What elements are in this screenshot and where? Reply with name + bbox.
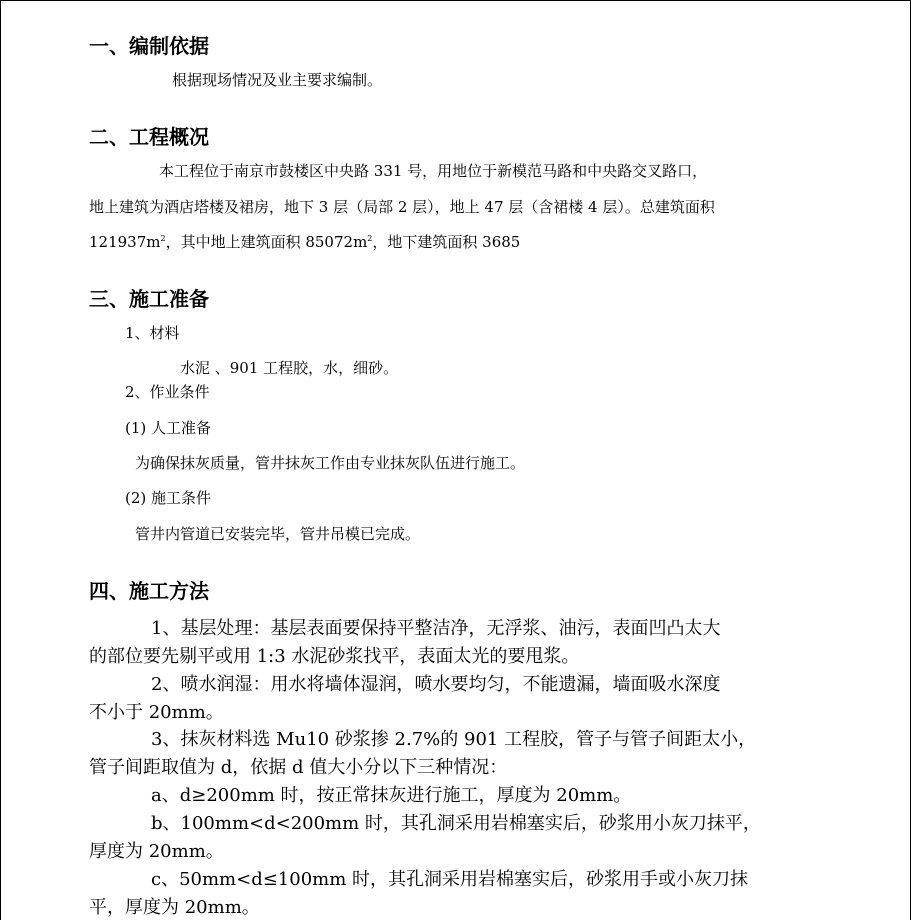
section-2-line-2: 地上建筑为酒店塔楼及裙房，地下 3 层（局部 2 层），地上 47 层（含裙楼 4 层）。总建筑面积 <box>89 198 715 216</box>
method-line-10: c、50mm<d≤100mm 时，其孔洞采用岩棉塞实后，砂浆用手或小灰刀抹 <box>151 869 749 890</box>
superscript-2: 2 <box>367 234 373 243</box>
section-heading-2: 二、工程概况 <box>89 125 209 149</box>
section-heading-4: 四、施工方法 <box>89 579 209 603</box>
materials-title: 1、材料 <box>125 324 180 342</box>
above-ground-area-text: ，其中地上建筑面积 85072m <box>165 233 368 251</box>
section-1-body: 根据现场情况及业主要求编制。 <box>172 71 383 89</box>
total-area-value: 121937m <box>89 233 161 251</box>
method-line-4: 不小于 20mm。 <box>89 702 224 723</box>
labor-prep-title: (1) 人工准备 <box>125 419 212 437</box>
superscript-2: 2 <box>160 234 166 243</box>
method-line-7: a、d≥200mm 时，按正常抹灰进行施工，厚度为 20mm。 <box>151 785 632 806</box>
section-2-line-3 <box>89 235 520 250</box>
method-line-11: 平，厚度为 20mm。 <box>89 897 260 918</box>
method-line-6: 管子间距取值为 d，依据 d 值大小分以下三种情况： <box>89 757 508 778</box>
section-heading-1: 一、编制依据 <box>89 34 209 58</box>
site-conditions-title: (2) 施工条件 <box>125 489 212 507</box>
method-line-1: 1、基层处理：基层表面要保持平整洁净，无浮浆、油污，表面凹凸太大 <box>151 618 721 639</box>
materials-body: 水泥 、901 工程胶，水，细砂。 <box>180 359 399 377</box>
work-conditions-title: 2、作业条件 <box>125 383 210 401</box>
method-line-8: b、100mm<d<200mm 时，其孔洞采用岩棉塞实后，砂浆用小灰刀抹平， <box>151 813 761 834</box>
method-line-3: 2、喷水润湿：用水将墙体湿润，喷水要均匀，不能遗漏，墙面吸水深度 <box>151 674 721 695</box>
site-conditions-body: 管井内管道已安装完毕，管井吊模已完成。 <box>135 525 421 543</box>
method-line-2: 的部位要先剔平或用 1:3 水泥砂浆找平，表面太光的要甩浆。 <box>89 646 580 667</box>
section-2-line-1: 本工程位于南京市鼓楼区中央路 331 号，用地位于新模范马路和中央路交叉路口， <box>159 162 708 180</box>
labor-prep-body: 为确保抹灰质量，管井抹灰工作由专业抹灰队伍进行施工。 <box>135 454 526 472</box>
method-line-5: 3、抹灰材料选 Mu10 砂浆掺 2.7%的 901 工程胶，管子与管子间距太小， <box>151 729 757 750</box>
method-line-9: 厚度为 20mm。 <box>89 841 224 862</box>
below-ground-area-text: ，地下建筑面积 3685 <box>372 233 521 251</box>
section-heading-3: 三、施工准备 <box>89 287 209 311</box>
